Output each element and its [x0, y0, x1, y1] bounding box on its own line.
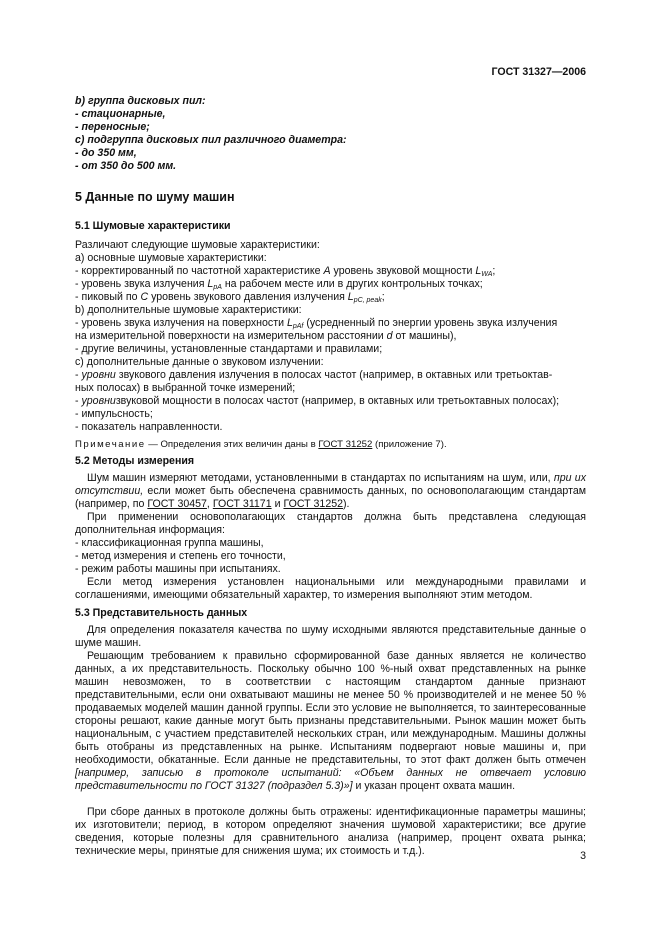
list-item: c) подгруппа дисковых пил различного диаметра:: [75, 134, 347, 146]
note: [75, 438, 586, 451]
standard-link[interactable]: ГОСТ 30457: [147, 498, 207, 510]
subsection-heading: 5.2 Методы измерения: [75, 455, 195, 467]
symbol: C: [140, 291, 149, 303]
symbol: L: [347, 291, 354, 303]
text: - корректированный по частотной характеристике: [75, 265, 321, 277]
text: звуковой мощности в полосах частот (например, в октавных или третьоктавных полосах);: [115, 395, 560, 407]
standard-link[interactable]: ГОСТ 31252: [318, 439, 373, 450]
text: (усредненный по энергии уровень звука излучения: [306, 317, 558, 329]
text: от машины),: [395, 330, 457, 342]
paragraph: [75, 472, 586, 511]
text: ;: [381, 291, 385, 303]
text: на рабочем месте или в других контрольных точках;: [224, 278, 483, 290]
list-item: - от 350 до 500 мм.: [75, 160, 177, 172]
paragraph: При применении основополагающих стандартов должна быть представлена следующая дополнительная информация:: [75, 511, 586, 536]
paragraph: Для определения показателя качества по шуму исходными являются представительные данные о шуме машин.: [75, 624, 586, 649]
text: ;: [492, 265, 496, 277]
subscript: WA: [481, 271, 493, 278]
text: и указан процент охвата машин.: [355, 780, 516, 792]
subsection-heading: 5.3 Представительность данных: [75, 607, 248, 619]
text: и: [274, 498, 281, 510]
emphasis: при их отсутствии,: [75, 472, 586, 497]
standard-link[interactable]: ГОСТ 31171: [212, 498, 272, 510]
text: -: [75, 369, 79, 381]
paragraph: Различают следующие шумовые характеристики:: [75, 239, 320, 251]
emphasis: уровни: [81, 369, 116, 381]
text: на измерительной поверхности на измерительном расстоянии: [75, 330, 384, 342]
list-item: - классификационная группа машины,: [75, 537, 264, 549]
emphasis: уровни: [81, 395, 116, 407]
page-number: 3: [580, 850, 586, 862]
list-item: b) дополнительные шумовые характеристики:: [75, 304, 302, 316]
section-heading: 5 Данные по шуму машин: [75, 190, 235, 204]
symbol: L: [207, 278, 214, 290]
symbol: d: [386, 330, 393, 342]
doc-header: ГОСТ 31327—2006: [491, 66, 586, 78]
list-item: - метод измерения и степень его точности,: [75, 550, 286, 562]
text: уровень звуковой мощности: [333, 265, 473, 277]
note-label: Примечание: [75, 439, 146, 450]
list-item: - стационарные,: [75, 108, 166, 120]
symbol: A: [323, 265, 331, 277]
subscript: pA: [213, 284, 222, 291]
standard-link[interactable]: ГОСТ 31252: [283, 498, 343, 510]
paragraph: [75, 650, 586, 793]
text: - пиковый по: [75, 291, 138, 303]
list-item: b) группа дисковых пил:: [75, 95, 206, 107]
subscript: pAf: [292, 323, 304, 330]
text: звукового давления излучения в полосах частот (например, в октавных или третьоктав-: [118, 369, 553, 381]
list-item: - показатель направленности.: [75, 421, 223, 433]
text: - уровень звука излучения на поверхности: [75, 317, 284, 329]
list-item: - импульсность;: [75, 408, 153, 420]
symbol: L: [475, 265, 482, 277]
list-item-continuation: [75, 330, 586, 343]
list-item: [75, 369, 586, 382]
list-item: - другие величины, установленные стандартами и правилами;: [75, 343, 383, 355]
text: Шум машин измеряют методами, установленными в стандартах по испытаниям на шум, или,: [87, 472, 551, 484]
list-item: с) дополнительные данные о звуковом излучении:: [75, 356, 324, 368]
text: - уровень звука излучения: [75, 278, 205, 290]
list-item: - переносные;: [75, 121, 150, 133]
emphasis: [например, записью в протоколе испытаний: «Объем данных не отвечает условию представительности по ГОСТ 31327 (подраздел 5.3)»]: [75, 767, 586, 792]
subsection-heading: 5.1 Шумовые характеристики: [75, 220, 231, 232]
paragraph: При сборе данных в протоколе должны быть отражены: идентификационные параметры машины; их изготовители; период, в котором определяют значения шумовой характеристики; все другие сведения, которые полезны для сравнительного анализа (например, процент охвата рынка; технические меры, принятые для снижения шума; их стоимость и т.д.).: [75, 806, 586, 857]
symbol: L: [286, 317, 293, 329]
list-item: а) основные шумовые характеристики:: [75, 252, 267, 264]
text: — Определения этих величин даны в: [148, 439, 316, 450]
paragraph: Если метод измерения установлен национальными или международными правилами и соглашениями, имеющими обязательный характер, то измерения выполняют этим методом.: [75, 576, 586, 601]
text: Решающим требованием к правильно сформированной базе данных является не количество данных, а их представительность. Поскольку обычно 100 %-ный охват представленных на рынке машин невозможен, то в соответствии с настоящим стандартом данные признают представительными, если они охватывают машины не менее 50 % производителей и не менее 50 % продаваемых моделей машин данной группы. Если это условие не выполняется, то заинтересованные стороны решают, какие данные могут быть признаны представительными. Рынок машин может быть национальным, с участием представителей нескольких стран, или международным. Машины должны быть отобраны из представленных на рынке. Испытаниям подвергают новые машины и, при необходимости, обкатанные. Если данные не представительны, то этот факт должен быть отмечен: [75, 650, 586, 766]
list-item: - до 350 мм,: [75, 147, 137, 159]
list-item-continuation: ных полосах) в выбранной точке измерений;: [75, 382, 296, 394]
text: -: [75, 395, 79, 407]
text: если может быть обеспечена сравнимость данных, по основополагающим стандартам (например, по: [75, 485, 586, 510]
list-item: - режим работы машины при испытаниях.: [75, 563, 281, 575]
text: (приложение 7).: [375, 439, 447, 450]
text: уровень звукового давления излучения: [151, 291, 345, 303]
text: ).: [343, 498, 350, 510]
subscript: pC, peak: [353, 297, 382, 304]
list-item: [75, 395, 586, 408]
text: ,: [206, 498, 210, 510]
